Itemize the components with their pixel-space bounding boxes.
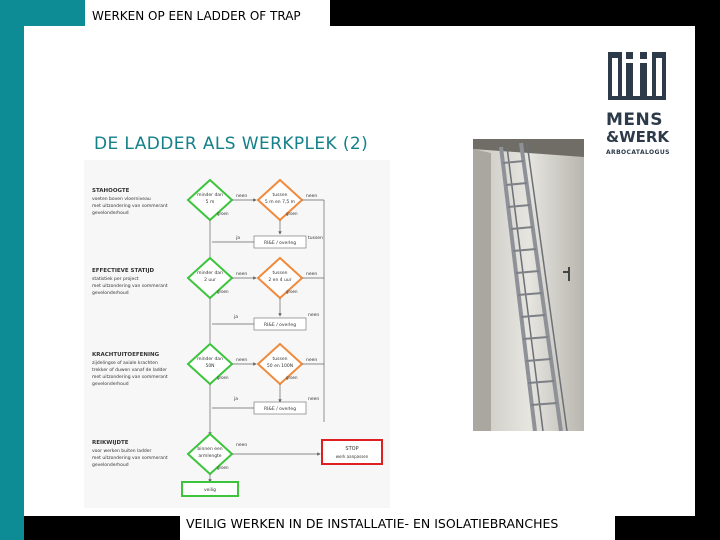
header-title: WERKEN OP EEN LADDER OF TRAP (92, 9, 301, 23)
stop-sublabel: werk aanpassen (335, 454, 369, 459)
diamond-text: tussen (272, 357, 288, 362)
section-text: gevelonderhoud (92, 463, 129, 468)
diamond-text: 50N (205, 364, 215, 369)
edge-label: tussen (308, 236, 323, 241)
edge-label: groen (286, 375, 298, 380)
stop-box (322, 440, 382, 464)
section-text: gevelonderhoud (92, 291, 129, 296)
edge-label: ja (234, 315, 239, 320)
diamond-text: binnen een (197, 447, 223, 452)
edge-label: neen (236, 358, 248, 363)
section-heading: REIKWIJDTE (92, 440, 129, 446)
slide-title: DE LADDER ALS WERKPLEK (2) (94, 134, 369, 154)
section-text: voeten boven vloerniveau (92, 197, 151, 202)
section-text: met uitzondering van sommerant (92, 375, 168, 380)
diamond-text: 5 m (205, 200, 215, 205)
right-black-strip (695, 26, 720, 540)
diamond-text: 2 uur (204, 278, 216, 283)
ladder-photo (473, 139, 584, 431)
end-box (182, 482, 238, 496)
edge-label: groen (217, 289, 229, 294)
edge-label: neen (306, 358, 318, 363)
edge-label: neen (236, 272, 248, 277)
process-text: RI&E / overleg (263, 241, 297, 246)
section-heading: STAHOOGTE (92, 188, 130, 194)
teal-side-band (0, 0, 24, 540)
edge-label: groen (217, 211, 229, 216)
section-text: trekker of duwen vanaf de ladder (92, 368, 168, 373)
edge-label: ja (234, 397, 239, 402)
process-text: RI&E / overleg (263, 323, 297, 328)
diamond-text: 50 en 100N (266, 364, 294, 369)
diamond-text: minder dan (197, 193, 223, 198)
footer-text: VEILIG WERKEN IN DE INSTALLATIE- EN ISOLATIEBRANCHES (186, 516, 559, 531)
edge-label: neen (236, 194, 248, 199)
ladder-flowchart (84, 160, 390, 508)
edge-label: groen (286, 289, 298, 294)
section-heading: KRACHTUITOEFENING (92, 352, 160, 358)
section-text: met uitzondering van sommerant (92, 204, 168, 209)
stop-label: STOP (345, 446, 359, 452)
edge-label: neen (308, 313, 320, 318)
logo-line-arbocatalogus: ARBOCATALOGUS (606, 149, 670, 156)
section-text: met uitzondering van sommerant (92, 456, 168, 461)
section-text: gevelonderhoud (92, 211, 129, 216)
edge-label: ja (236, 236, 241, 241)
section-text: met uitzondering van sommerant (92, 284, 168, 289)
diamond-text: 2 en 4 uur (268, 278, 292, 283)
diamond-text: tussen (272, 193, 288, 198)
diamond-text: armlengte (198, 454, 222, 459)
section-text: voor werken buiten ladder (92, 449, 152, 454)
end-label: veilig (203, 488, 217, 493)
diamond-text: tussen (272, 271, 288, 276)
section-text: gevelonderhoud (92, 382, 129, 387)
diamond-text: 5 m en 7,5 m (264, 200, 296, 205)
edge-label: neen (308, 397, 320, 402)
edge-label: groen (286, 211, 298, 216)
section-text: zijdelingse of axiale krachten (92, 361, 158, 366)
diamond-text: minder dan (197, 271, 223, 276)
edge-label: groen (217, 375, 229, 380)
process-text: RI&E / overleg (263, 407, 297, 412)
logo-line-mens: MENS (606, 110, 664, 130)
edge-label: neen (306, 194, 318, 199)
logo-line-werk: &WERK (606, 128, 670, 146)
section-text: statistiek per project (92, 277, 139, 282)
edge-label: neen (306, 272, 318, 277)
edge-label: groen (217, 465, 229, 470)
section-heading: EFFECTIEVE STATIJD (92, 268, 155, 274)
diamond-text: minder dan (197, 357, 223, 362)
edge-label: neen (236, 443, 248, 448)
